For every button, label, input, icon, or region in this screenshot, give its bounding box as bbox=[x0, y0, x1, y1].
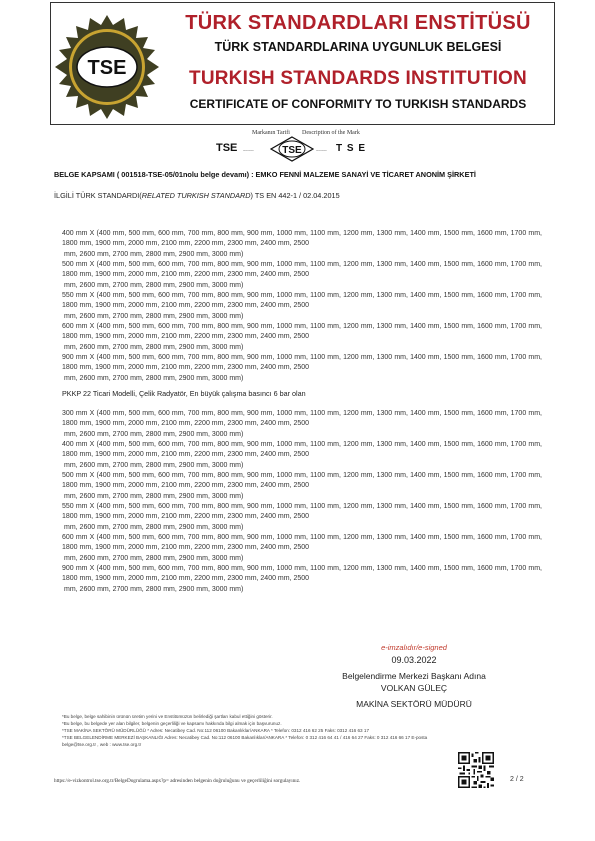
title-en: TURKISH STANDARDS INSTITUTION bbox=[189, 68, 527, 89]
mark-right-tse: T S E bbox=[336, 143, 367, 154]
footnote: *TSE BELGELENDİRME MERKEZİ BAŞKANLIĞI Adres: Necatibey Cad. No:112 06100 Bakanlıklar/ANKARA * Telefon: 0 312 416 64 41 / 416 64 27 Faks: 0 312 416 66 17 E-posta bbox=[62, 735, 428, 740]
list-item bbox=[62, 260, 542, 291]
list-item bbox=[62, 322, 542, 353]
subtitle-en: CERTIFICATE OF CONFORMITY TO TURKISH STANDARDS bbox=[189, 97, 527, 111]
list-item bbox=[62, 533, 542, 564]
list-item bbox=[62, 564, 542, 595]
footnote: *TSE MAKİNA SEKTÖRÜ MÜDÜRLÜĞÜ * Adres: Necatibey Cad. No:112 06100 Bakanlıklar/ANKARA * Telefon: 0312 416 62 25 Faks: 0312 416 63 17 bbox=[62, 728, 370, 733]
page-number: 2 / 2 bbox=[510, 776, 524, 783]
dimension-line-cont: mm, 2600 mm, 2700 mm, 2800 mm, 2900 mm, 3000 mm) bbox=[64, 492, 244, 500]
title-tr: TÜRK STANDARDLARI ENSTİTÜSÜ bbox=[185, 12, 531, 34]
mark-caption-en: Description of the Mark bbox=[302, 130, 360, 136]
qr-code-icon bbox=[458, 752, 494, 788]
dimension-line-cont: mm, 2600 mm, 2700 mm, 2800 mm, 2900 mm, 3000 mm) bbox=[64, 430, 244, 438]
dimension-line-cont: mm, 2600 mm, 2700 mm, 2800 mm, 2900 mm, 3000 mm) bbox=[64, 585, 244, 593]
signatory-unit: Belgelendirme Merkezi Başkanı Adına bbox=[342, 671, 486, 681]
list-item bbox=[62, 471, 542, 502]
footnote: *Bu belge, belge sahibinin ürünün üretim yerini ve Enstitümüzün belirlediği şartları kabul ettiğini gösterir. bbox=[62, 714, 273, 719]
signatory-title: MAKİNA SEKTÖRÜ MÜDÜRÜ bbox=[356, 699, 472, 709]
list-item bbox=[62, 229, 542, 260]
list-item bbox=[62, 353, 542, 384]
dimension-line: 550 mm X (400 mm, 500 mm, 600 mm, 700 mm, 800 mm, 900 mm, 1000 mm, 1100 mm, 1200 mm, 1300 mm, 1400 mm, 1500 mm, 1600 mm, 1700 mm, 1800 mm, 1900 mm, 2000 mm, 2100 mm, 2200 mm, 2300 mm, 2400 mm, 2500 bbox=[62, 292, 542, 310]
related-standard-value: ) TS EN 442-1 / 02.04.2015 bbox=[250, 191, 340, 200]
related-standard-en: RELATED TURKISH STANDARD bbox=[141, 191, 251, 200]
list-item bbox=[62, 502, 542, 533]
dimension-line: 500 mm X (400 mm, 500 mm, 600 mm, 700 mm, 800 mm, 900 mm, 1000 mm, 1100 mm, 1200 mm, 1300 mm, 1400 mm, 1500 mm, 1600 mm, 1700 mm, 1800 mm, 1900 mm, 2000 mm, 2100 mm, 2200 mm, 2300 mm, 2400 mm, 2500 bbox=[62, 261, 542, 279]
mark-caption-tr: Markanın Tarifi bbox=[252, 130, 290, 136]
product-description: PKKP 22 Ticari Modelli, Çelik Radyatör, En büyük çalışma basıncı 6 bar olan bbox=[62, 389, 306, 398]
dimension-line: 900 mm X (400 mm, 500 mm, 600 mm, 700 mm, 800 mm, 900 mm, 1000 mm, 1100 mm, 1200 mm, 1300 mm, 1400 mm, 1500 mm, 1600 mm, 1700 mm, 1800 mm, 1900 mm, 2000 mm, 2100 mm, 2200 mm, 2300 mm, 2400 mm, 2500 bbox=[62, 354, 542, 372]
list-item bbox=[62, 291, 542, 322]
dimension-line-cont: mm, 2600 mm, 2700 mm, 2800 mm, 2900 mm, 3000 mm) bbox=[64, 250, 244, 258]
dimension-line: 900 mm X (400 mm, 500 mm, 600 mm, 700 mm, 800 mm, 900 mm, 1000 mm, 1100 mm, 1200 mm, 1300 mm, 1400 mm, 1500 mm, 1600 mm, 1700 mm, 1800 mm, 1900 mm, 2000 mm, 2100 mm, 2200 mm, 2300 mm, 2400 mm, 2500 bbox=[62, 565, 542, 583]
dimension-line: 300 mm X (400 mm, 500 mm, 600 mm, 700 mm, 800 mm, 900 mm, 1000 mm, 1100 mm, 1200 mm, 1300 mm, 1400 mm, 1500 mm, 1600 mm, 1700 mm, 1800 mm, 1900 mm, 2000 mm, 2100 mm, 2200 mm, 2300 mm, 2400 mm, 2500 bbox=[62, 410, 542, 428]
seal-text: TSE bbox=[87, 57, 127, 79]
dimension-line-cont: mm, 2600 mm, 2700 mm, 2800 mm, 2900 mm, 3000 mm) bbox=[64, 312, 244, 320]
footnotes bbox=[62, 713, 547, 748]
dimension-line-cont: mm, 2600 mm, 2700 mm, 2800 mm, 2900 mm, 3000 mm) bbox=[64, 374, 244, 382]
list-item bbox=[62, 440, 542, 471]
dimension-line-cont: mm, 2600 mm, 2700 mm, 2800 mm, 2900 mm, 3000 mm) bbox=[64, 343, 244, 351]
dimension-line: 400 mm X (400 mm, 500 mm, 600 mm, 700 mm, 800 mm, 900 mm, 1000 mm, 1100 mm, 1200 mm, 1300 mm, 1400 mm, 1500 mm, 1600 mm, 1700 mm, 1800 mm, 1900 mm, 2000 mm, 2100 mm, 2200 mm, 2300 mm, 2400 mm, 2500 bbox=[62, 230, 542, 248]
mark-description: Markanın Tarifi Description of the Mark TSE TSE ~~~~~ ~~~~~ T S E bbox=[210, 130, 385, 165]
footnote: *Bu belge, bu belgede yer alan bilgiler, belgenin geçerliliği ve kapsamı hakkında bilgi almak için başvurunuz. bbox=[62, 721, 282, 726]
dimension-line-cont: mm, 2600 mm, 2700 mm, 2800 mm, 2900 mm, 3000 mm) bbox=[64, 461, 244, 469]
signatory-name: VOLKAN GÜLEÇ bbox=[380, 683, 448, 693]
tse-seal-logo bbox=[53, 13, 161, 121]
dimension-line: 600 mm X (400 mm, 500 mm, 600 mm, 700 mm, 800 mm, 900 mm, 1000 mm, 1100 mm, 1200 mm, 1300 mm, 1400 mm, 1500 mm, 1600 mm, 1700 mm, 1800 mm, 1900 mm, 2000 mm, 2100 mm, 2200 mm, 2300 mm, 2400 mm, 2500 bbox=[62, 534, 542, 552]
verification-link[interactable]: https://e-vizkontrol.tse.org.tr/BelgeDogrulama.aspx?p= adresinden belgenin doğruluğunu ve geçerliliğini sorgulayınız. bbox=[54, 778, 301, 784]
subtitle-tr: TÜRK STANDARDLARINA UYGUNLUK BELGESİ bbox=[214, 40, 502, 54]
dimension-line: 400 mm X (400 mm, 500 mm, 600 mm, 700 mm, 800 mm, 900 mm, 1000 mm, 1100 mm, 1200 mm, 1300 mm, 1400 mm, 1500 mm, 1600 mm, 1700 mm, 1800 mm, 1900 mm, 2000 mm, 2100 mm, 2200 mm, 2300 mm, 2400 mm, 2500 bbox=[62, 441, 542, 459]
related-standard-prefix: İLGİLİ TÜRK STANDARDI( bbox=[54, 191, 142, 200]
dimension-line: 600 mm X (400 mm, 500 mm, 600 mm, 700 mm, 800 mm, 900 mm, 1000 mm, 1100 mm, 1200 mm, 1300 mm, 1400 mm, 1500 mm, 1600 mm, 1700 mm, 1800 mm, 1900 mm, 2000 mm, 2100 mm, 2200 mm, 2300 mm, 2400 mm, 2500 bbox=[62, 323, 542, 341]
e-signed-label: e-imzalıdır/e-signed bbox=[381, 643, 447, 652]
certificate-scope: BELGE KAPSAMI ( 001518-TSE-05/01nolu belge devamı) : EMKO FENNİ MALZEME SANAYİ VE TİCARET ANONİM ŞİRKETİ bbox=[54, 170, 476, 179]
issue-date: 09.03.2022 bbox=[391, 655, 437, 665]
footnote: belge@tse.org.tr , web : www.tse.org.tr bbox=[62, 742, 142, 747]
list-item bbox=[62, 409, 542, 440]
mark-center-tse: TSE bbox=[282, 145, 302, 156]
dimension-line-cont: mm, 2600 mm, 2700 mm, 2800 mm, 2900 mm, 3000 mm) bbox=[64, 523, 244, 531]
dimension-line: 550 mm X (400 mm, 500 mm, 600 mm, 700 mm, 800 mm, 900 mm, 1000 mm, 1100 mm, 1200 mm, 1300 mm, 1400 mm, 1500 mm, 1600 mm, 1700 mm, 1800 mm, 1900 mm, 2000 mm, 2100 mm, 2200 mm, 2300 mm, 2400 mm, 2500 bbox=[62, 503, 542, 521]
dimension-line-cont: mm, 2600 mm, 2700 mm, 2800 mm, 2900 mm, 3000 mm) bbox=[64, 281, 244, 289]
dimension-line: 500 mm X (400 mm, 500 mm, 600 mm, 700 mm, 800 mm, 900 mm, 1000 mm, 1100 mm, 1200 mm, 1300 mm, 1400 mm, 1500 mm, 1600 mm, 1700 mm, 1800 mm, 1900 mm, 2000 mm, 2100 mm, 2200 mm, 2300 mm, 2400 mm, 2500 bbox=[62, 472, 542, 490]
dimension-line-cont: mm, 2600 mm, 2700 mm, 2800 mm, 2900 mm, 3000 mm) bbox=[64, 554, 244, 562]
related-standard bbox=[54, 191, 544, 200]
mark-left-tse: TSE bbox=[216, 142, 238, 154]
tse-mark-icon bbox=[270, 136, 314, 162]
